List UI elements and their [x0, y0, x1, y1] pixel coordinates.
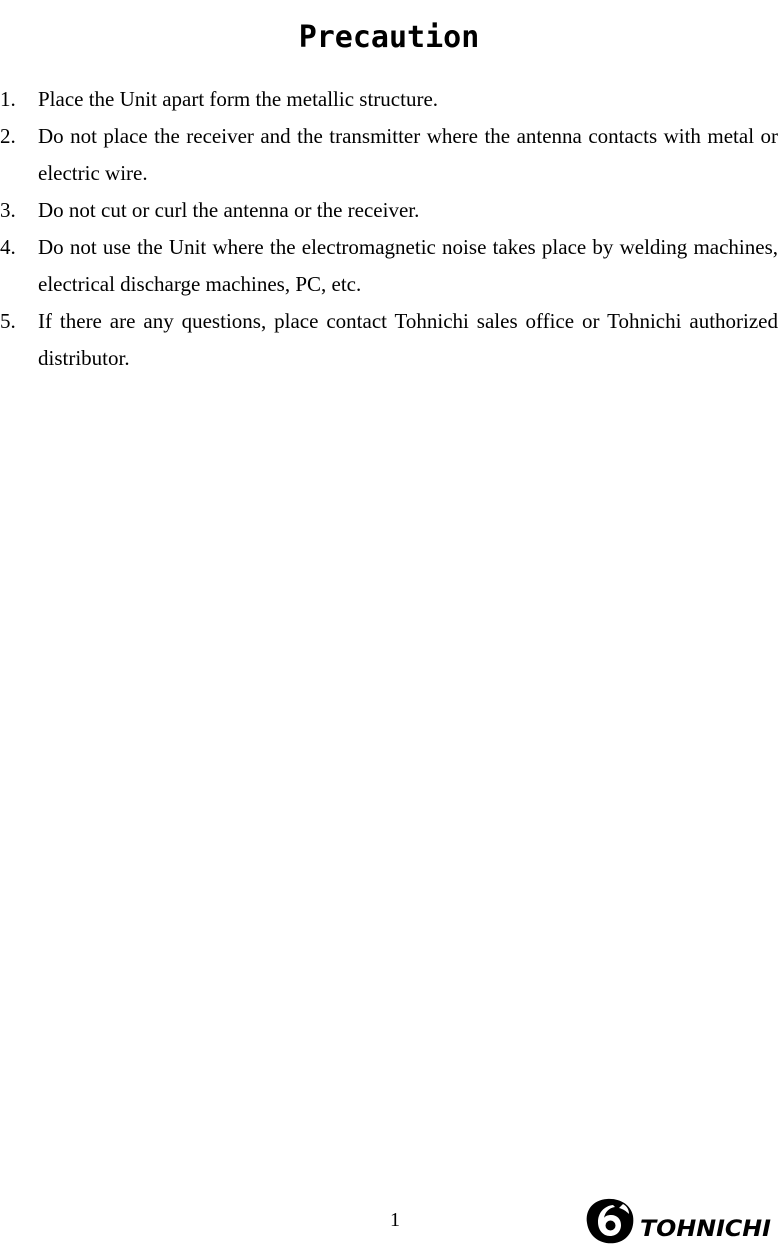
list-item [0, 81, 778, 118]
list-item-number: 3. [0, 198, 16, 222]
logo-wordmark: TOHNICHI [640, 1217, 771, 1242]
list-item [0, 229, 778, 303]
tohnichi-logo-icon [583, 1196, 773, 1246]
list-item-text: Place the Unit apart form the metallic structure. [38, 87, 439, 111]
page-title: Precaution [298, 20, 480, 56]
list-item-number: 1. [0, 87, 16, 111]
list-item-text: Do not cut or curl the antenna or the receiver. [38, 198, 420, 222]
list-item-number: 5. [0, 309, 16, 333]
list-item-number: 4. [0, 235, 16, 259]
list-item [0, 303, 778, 377]
precaution-list [0, 81, 778, 377]
brand-logo [583, 1196, 773, 1246]
list-item-text: Do not place the receiver and the transmitter where the antenna contacts with metal or electric wire. [38, 124, 778, 185]
logo-emblem [587, 1199, 634, 1243]
list-item-text: Do not use the Unit where the electromagnetic noise takes place by welding machines, electrical discharge machines, PC, etc. [38, 235, 778, 296]
list-item-text: If there are any questions, place contact Tohnichi sales office or Tohnichi authorized distributor. [38, 309, 778, 370]
list-item [0, 192, 778, 229]
list-item [0, 118, 778, 192]
list-item-number: 2. [0, 124, 16, 148]
page-number: 1 [390, 1209, 400, 1231]
